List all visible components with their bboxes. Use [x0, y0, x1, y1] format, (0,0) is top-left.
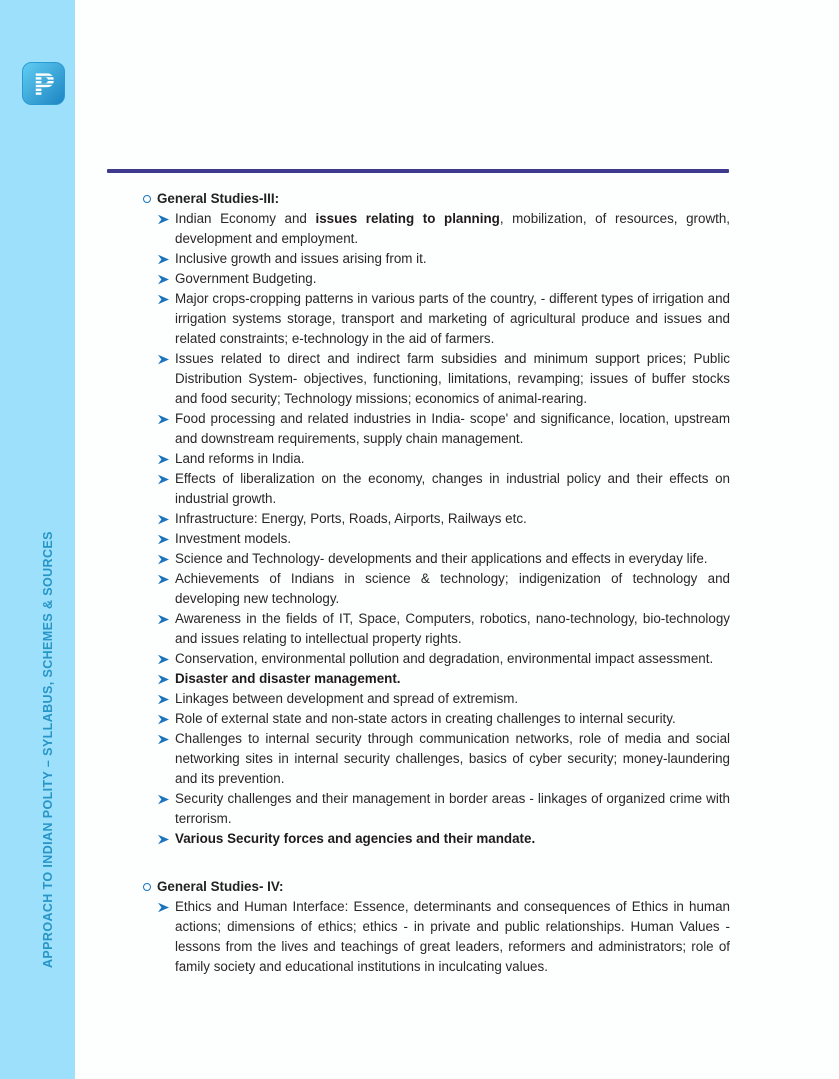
circle-bullet-icon	[143, 883, 151, 891]
arrow-bullet-icon	[158, 354, 169, 365]
list-item-text: Role of external state and non-state actors in creating challenges to internal security.	[175, 711, 676, 726]
list-item	[143, 649, 730, 669]
list-item	[143, 469, 730, 509]
arrow-bullet-icon	[158, 654, 169, 665]
arrow-bullet-icon	[158, 294, 169, 305]
list-item	[143, 209, 730, 249]
publisher-logo-icon	[22, 62, 65, 105]
list-item-text: Land reforms in India.	[175, 451, 305, 466]
arrow-bullet-icon	[158, 694, 169, 705]
list-item-text: Ethics and Human Interface: Essence, determinants and consequences of Ethics in human actions; dimensions of ethics; ethics - in private and public relationships. Human Values -lessons from the lives and teachings of great leaders, reformers and administrators; role of family society and educational institutions in inculcating values.	[175, 899, 730, 974]
arrow-bullet-icon	[158, 214, 169, 225]
section-heading: General Studies-III:	[157, 191, 280, 206]
list-item	[143, 449, 730, 469]
list-item	[143, 669, 730, 689]
arrow-bullet-icon	[158, 534, 169, 545]
list-item	[143, 789, 730, 829]
arrow-bullet-icon	[158, 454, 169, 465]
list-item	[143, 897, 730, 977]
publisher-logo	[22, 62, 65, 105]
circle-bullet-icon	[143, 195, 151, 203]
list-item-text: Government Budgeting.	[175, 271, 317, 286]
arrow-bullet-icon	[158, 414, 169, 425]
sections	[143, 189, 730, 977]
list-item	[143, 829, 730, 849]
list-item	[143, 349, 730, 409]
arrow-bullet-icon	[158, 474, 169, 485]
list-item-text: Investment models.	[175, 531, 292, 546]
list-item	[143, 289, 730, 349]
list-item	[143, 729, 730, 789]
list-item	[143, 569, 730, 609]
list-item-text: Effects of liberalization on the economy, changes in industrial policy and their effects on industrial growth.	[175, 471, 730, 506]
list-item-text: Science and Technology- developments and their applications and effects in everyday life.	[175, 551, 708, 566]
list-item-text: Achievements of Indians in science & technology; indigenization of technology and developing new technology.	[175, 571, 730, 606]
list-item	[143, 269, 730, 289]
arrow-bullet-icon	[158, 514, 169, 525]
syllabus-section	[143, 877, 730, 977]
list-item-text: Challenges to internal security through communication networks, role of media and social networking sites in internal security challenges, basics of cyber security; money-laundering and its prevention.	[175, 731, 730, 786]
arrow-bullet-icon	[158, 574, 169, 585]
arrow-bullet-icon	[158, 834, 169, 845]
arrow-bullet-icon	[158, 254, 169, 265]
list-item-text: Inclusive growth and issues arising from it.	[175, 251, 427, 266]
section-heading: General Studies- IV:	[157, 879, 284, 894]
syllabus-section	[143, 189, 730, 849]
list-item-text: Major crops-cropping patterns in various parts of the country, - different types of irrigation and irrigation systems storage, transport and marketing of agricultural produce and issues and related constraints; e-technology in the aid of farmers.	[175, 291, 730, 346]
arrow-bullet-icon	[158, 902, 169, 913]
list-item	[143, 689, 730, 709]
section-heading-row	[143, 877, 730, 897]
list-item-text: Awareness in the fields of IT, Space, Computers, robotics, nano-technology, bio-technology and issues relating to intellectual property rights.	[175, 611, 730, 646]
list-item	[143, 709, 730, 729]
arrow-bullet-icon	[158, 674, 169, 685]
arrow-bullet-icon	[158, 554, 169, 565]
arrow-bullet-icon	[158, 274, 169, 285]
list-item	[143, 529, 730, 549]
syllabus-content	[143, 189, 730, 977]
list-item-text: Security challenges and their management in border areas - linkages of organized crime with terrorism.	[175, 791, 730, 826]
arrow-bullet-icon	[158, 614, 169, 625]
logo-letter: P	[33, 68, 55, 103]
list-item	[143, 249, 730, 269]
list-item-text: Various Security forces and agencies and their mandate.	[175, 831, 536, 846]
list-item-text: Issues related to direct and indirect farm subsidies and minimum support prices; Public Distribution System- objectives, functioning, limitations, revamping; issues of buffer stocks and food security; Technology missions; economics of animal-rearing.	[175, 351, 730, 406]
arrow-bullet-icon	[158, 714, 169, 725]
list-item-text: Food processing and related industries in India- scope' and significance, location, upstream and downstream requirements, supply chain management.	[175, 411, 730, 446]
arrow-bullet-icon	[158, 794, 169, 805]
list-item	[143, 609, 730, 649]
list-item	[143, 509, 730, 529]
list-item-text: Disaster and disaster management.	[175, 671, 401, 686]
list-item-text: Indian Economy and issues relating to planning, mobilization, of resources, growth, development and employment.	[175, 211, 731, 246]
list-item	[143, 409, 730, 449]
list-item-text: Conservation, environmental pollution and degradation, environmental impact assessment.	[175, 651, 714, 666]
list-item-text: Linkages between development and spread of extremism.	[175, 691, 519, 706]
arrow-bullet-icon	[158, 734, 169, 745]
chapter-title-vertical: APPROACH TO INDIAN POLITY – SYLLABUS, SCHEMES & SOURCES	[41, 531, 55, 968]
list-item-text: Infrastructure: Energy, Ports, Roads, Airports, Railways etc.	[175, 511, 527, 526]
list-item	[143, 549, 730, 569]
header-divider-line	[107, 169, 729, 173]
section-heading-row	[143, 189, 730, 209]
sidebar	[0, 0, 75, 1079]
